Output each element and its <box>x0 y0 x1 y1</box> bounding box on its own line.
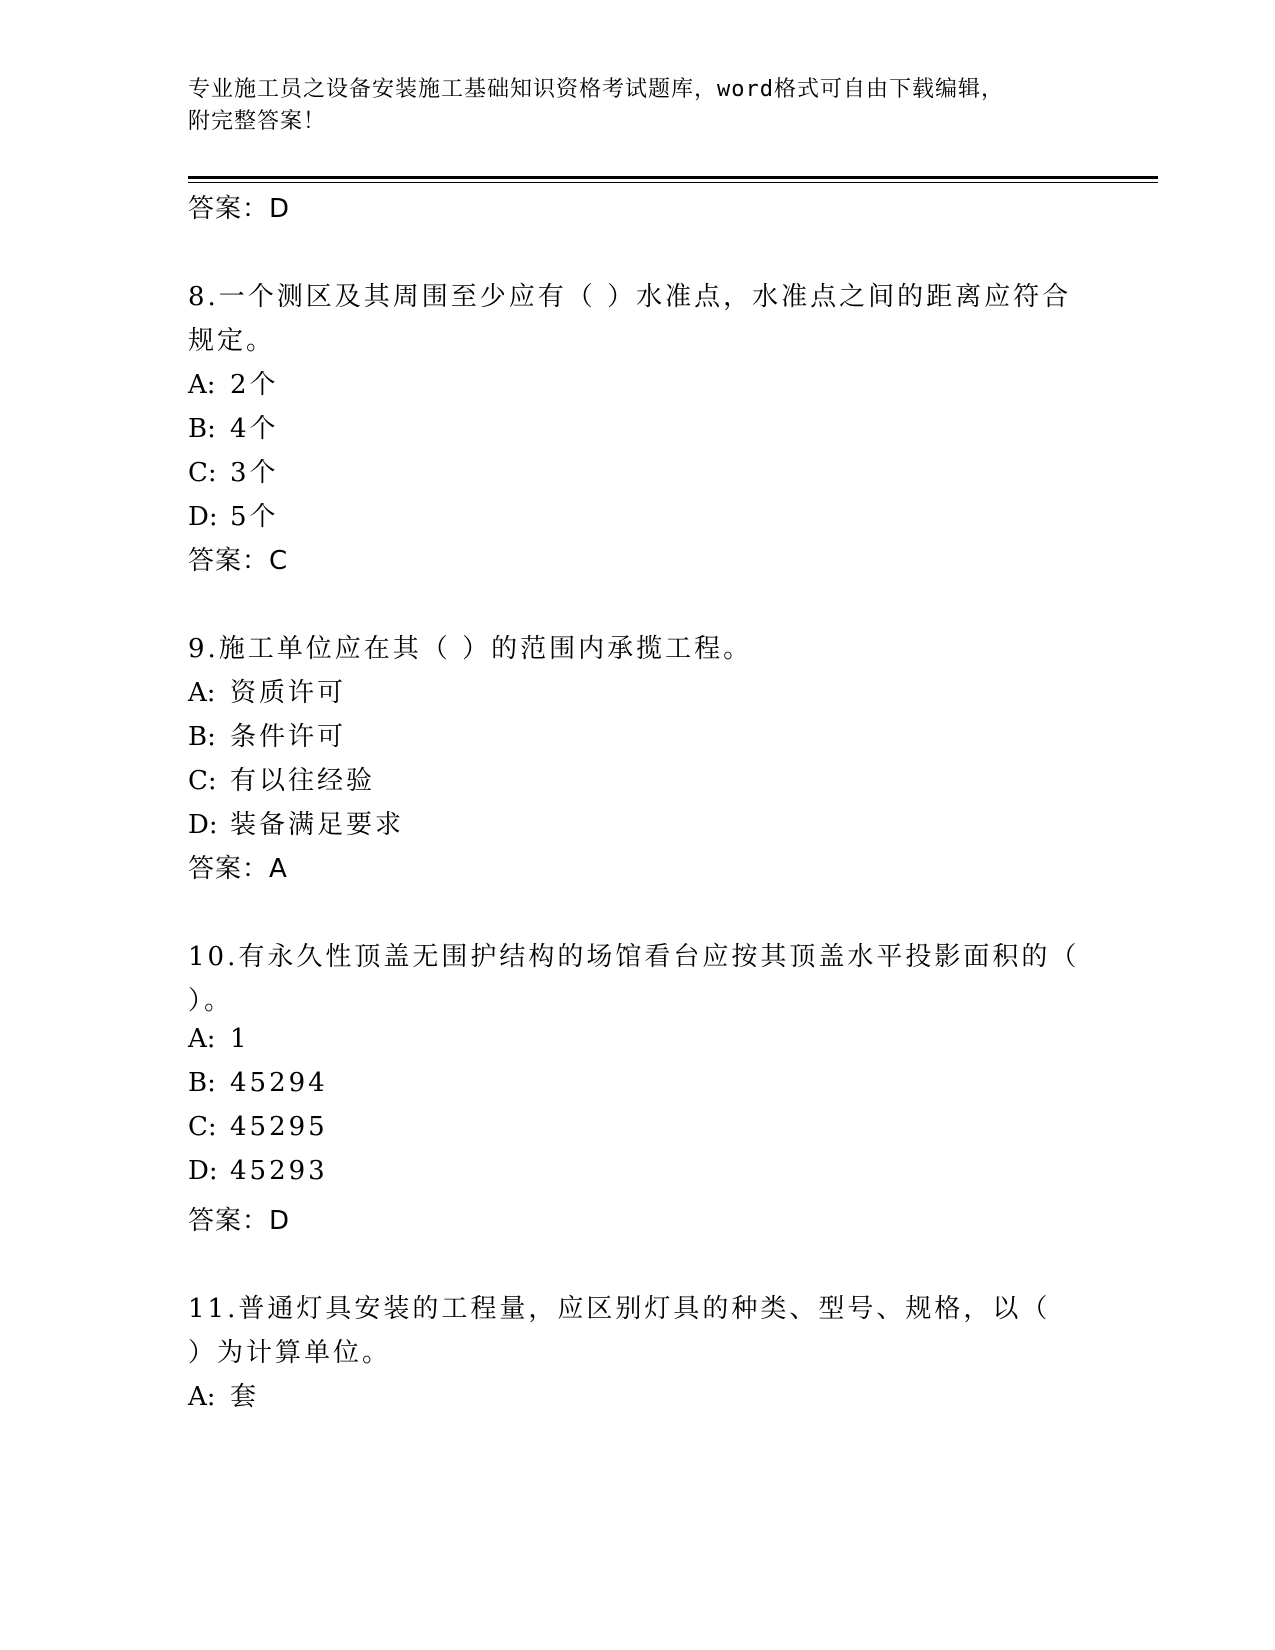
q9-option-c <box>188 760 375 797</box>
q9-stem-line-1: 9.施工单位应在其（ ）的范围内承揽工程。 <box>188 634 753 664</box>
option-letter: C: <box>188 766 217 796</box>
header-line-1: 专业施工员之设备安装施工基础知识资格考试题库，word格式可自由下载编辑， <box>188 77 1004 102</box>
q9-answer: 答案：A <box>188 854 288 884</box>
q8-option-a <box>188 364 279 401</box>
option-letter: C: <box>188 1112 217 1142</box>
option-text: 45293 <box>230 1156 328 1186</box>
option-text: 1 <box>230 1024 250 1054</box>
q8-option-c <box>188 452 279 489</box>
option-letter: A: <box>188 370 216 400</box>
q10-option-d <box>188 1156 328 1186</box>
q8-option-d <box>188 496 279 533</box>
option-text: 45294 <box>230 1068 328 1098</box>
option-text: 45295 <box>230 1112 328 1142</box>
header-rule-thin <box>188 182 1158 183</box>
q11-stem-line-2: ）为计算单位。 <box>188 1338 392 1368</box>
option-text: 装备满足要求 <box>230 810 405 840</box>
q11-stem-line-1: 11.普通灯具安装的工程量，应区别灯具的种类、型号、规格，以（ <box>188 1294 1051 1324</box>
option-letter: B: <box>188 722 216 752</box>
option-letter: A: <box>188 1024 216 1054</box>
option-text: 3个 <box>230 458 279 488</box>
q10-stem-line-2: ）。 <box>188 986 234 1016</box>
q10-answer: 答案：D <box>188 1206 291 1236</box>
option-text: 资质许可 <box>230 678 347 708</box>
option-letter: B: <box>188 414 216 444</box>
option-letter: D: <box>188 810 218 840</box>
document-header <box>188 74 1088 138</box>
option-text: 条件许可 <box>230 722 347 752</box>
option-letter: D: <box>188 1156 218 1186</box>
q10-option-b <box>188 1068 328 1098</box>
header-line-2: 附完整答案！ <box>188 109 327 134</box>
option-letter: A: <box>188 1382 216 1412</box>
q8-answer: 答案：C <box>188 546 289 576</box>
prev-answer: 答案：D <box>188 194 291 224</box>
q9-option-a <box>188 672 346 709</box>
option-letter: D: <box>188 502 218 532</box>
q10-stem-line-1: 10.有永久性顶盖无围护结构的场馆看台应按其顶盖水平投影面积的（ <box>188 942 1080 972</box>
q11-option-a <box>188 1376 259 1413</box>
option-text: 4个 <box>230 414 279 444</box>
q9-option-b <box>188 716 346 753</box>
option-letter: C: <box>188 458 217 488</box>
q8-stem-line-1: 8.一个测区及其周围至少应有（ ）水准点，水准点之间的距离应符合 <box>188 282 1072 312</box>
q9-option-d <box>188 804 404 841</box>
option-text: 有以往经验 <box>230 766 376 796</box>
option-letter: B: <box>188 1068 216 1098</box>
q10-option-c <box>188 1112 328 1142</box>
option-text: 2个 <box>230 370 279 400</box>
q8-stem-line-2: 规定。 <box>188 326 276 356</box>
q10-option-a <box>188 1024 250 1054</box>
option-text: 套 <box>230 1382 260 1412</box>
option-text: 5个 <box>230 502 279 532</box>
header-rule-thick <box>188 176 1158 179</box>
q8-option-b <box>188 408 279 445</box>
option-letter: A: <box>188 678 216 708</box>
